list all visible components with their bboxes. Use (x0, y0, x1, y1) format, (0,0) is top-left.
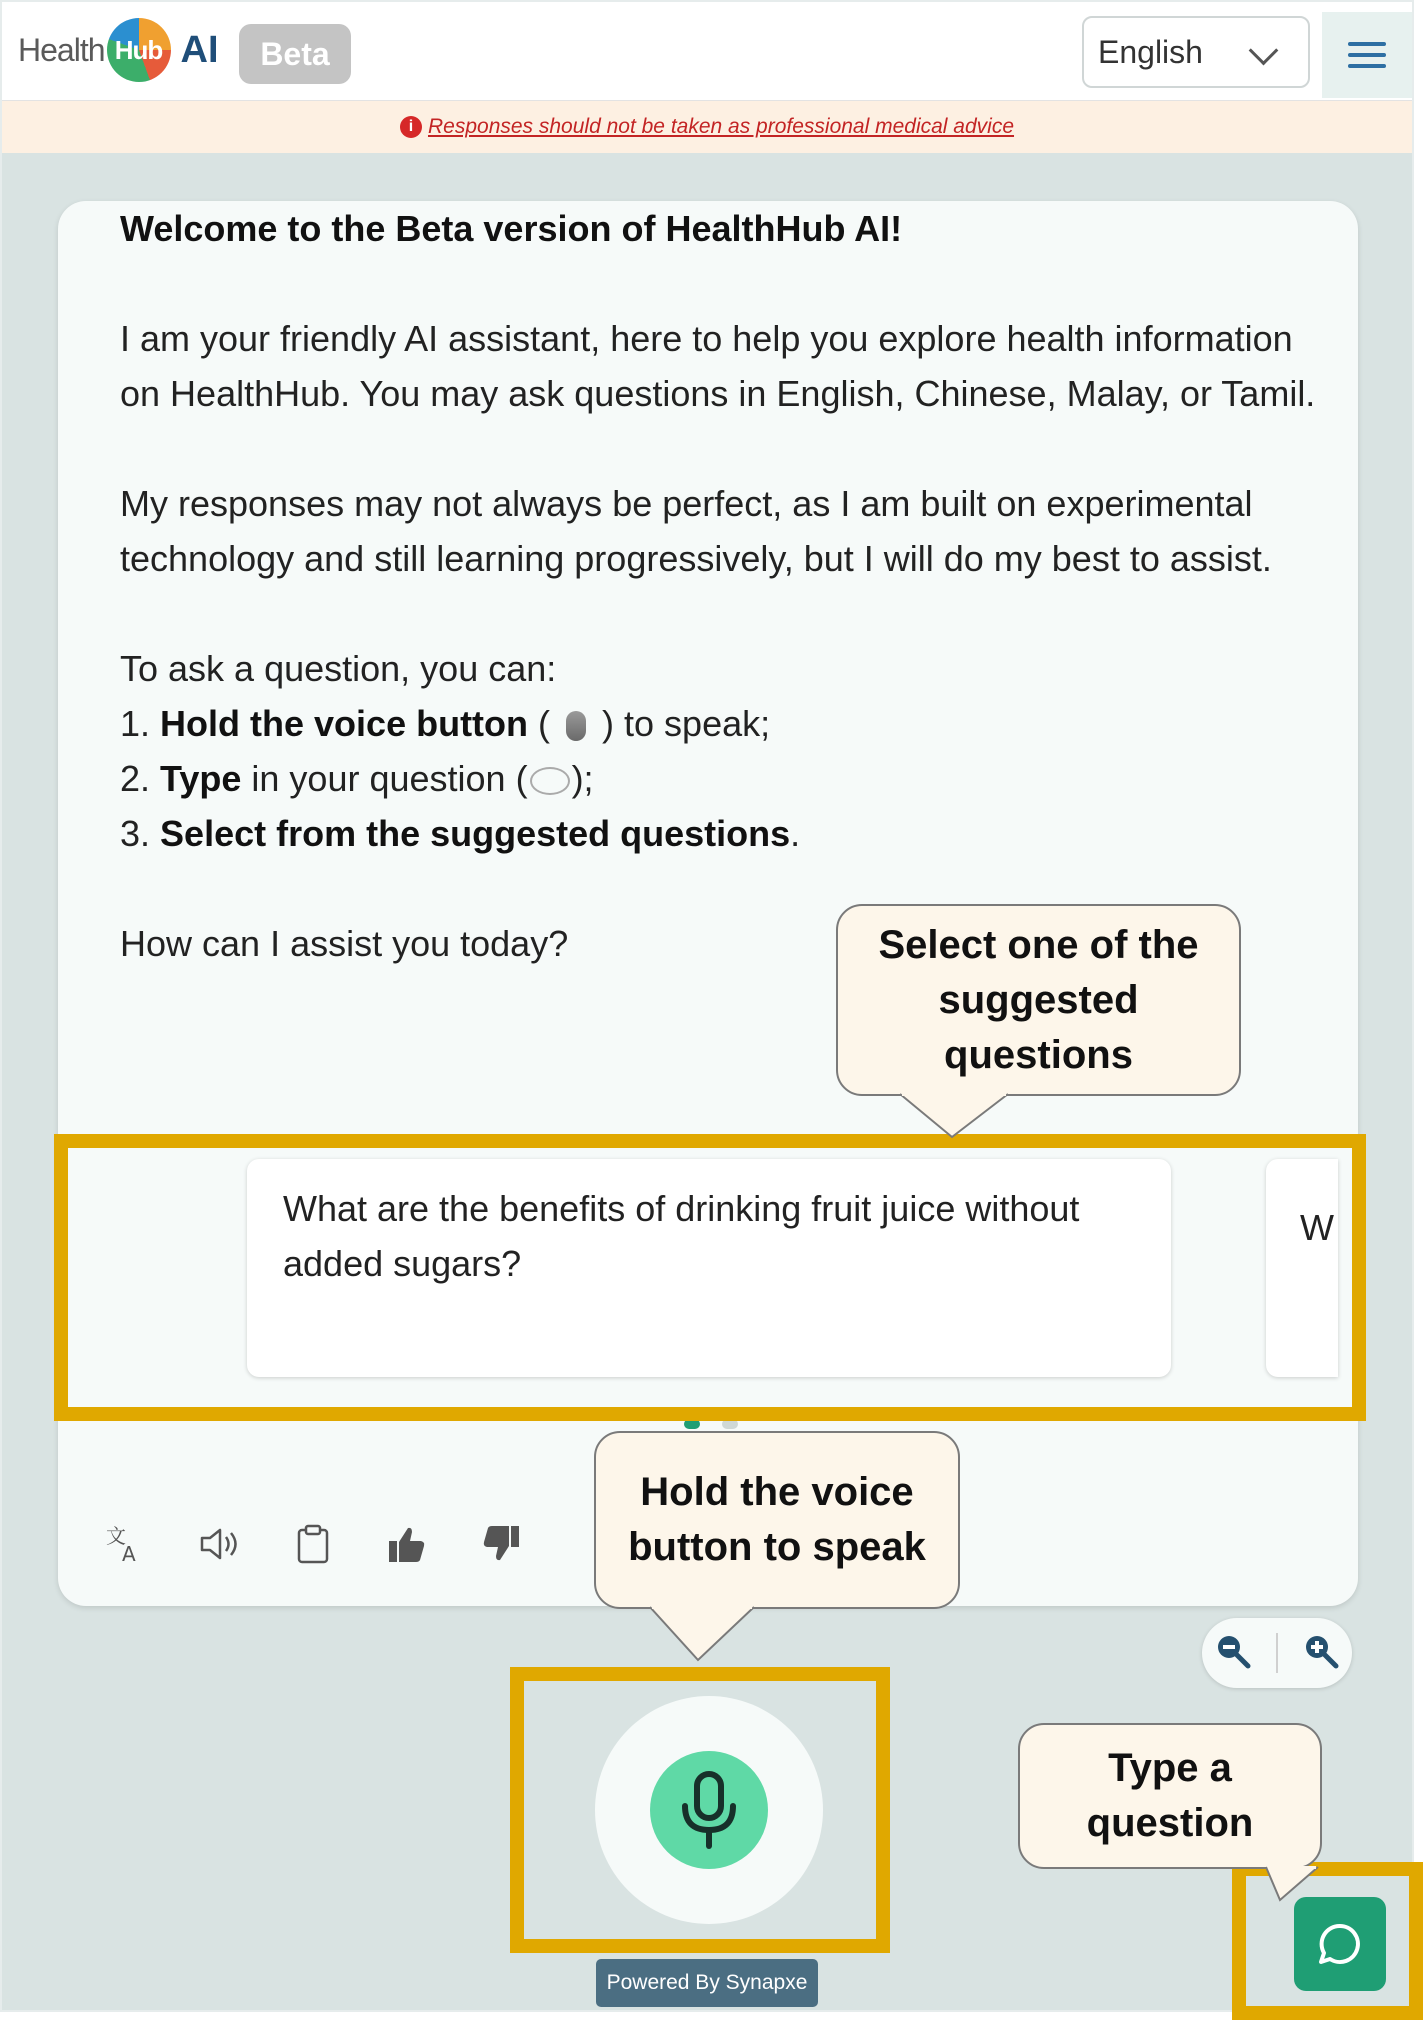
svg-text:A: A (122, 1542, 136, 1565)
logo-ai-text: AI (180, 28, 219, 71)
healthhub-ai-logo[interactable] (18, 18, 219, 82)
disclaimer-banner (2, 101, 1412, 153)
highlight-suggested-questions (54, 1134, 1366, 1421)
callout-tail-type (1266, 1866, 1322, 1902)
suggested-question-card-next[interactable]: W (1266, 1159, 1338, 1377)
message-howto: To ask a question, you can: (120, 648, 557, 689)
menu-button[interactable] (1322, 12, 1412, 98)
assistant-message (120, 201, 1340, 971)
clipboard-icon[interactable] (292, 1522, 334, 1566)
message-step-2: 2. Type in your question ( ); (120, 758, 594, 799)
callout-type-question: Type a question (1018, 1723, 1322, 1869)
highlight-type-button (1232, 1862, 1423, 2020)
mini-microphone-icon (566, 711, 586, 741)
callout-tail-suggested (900, 1093, 1012, 1139)
disclaimer-link[interactable]: Responses should not be taken as professional medical advice (427, 115, 1015, 138)
logo-health-text: Health (18, 31, 105, 68)
message-intro: I am your friendly AI assistant, here to help you explore health information on HealthHub. You may ask questions in English, Chinese, Malay, or Tamil. (120, 318, 1316, 414)
powered-by-badge: Powered By Synapxe (596, 1959, 818, 2007)
thumbs-up-icon[interactable] (386, 1522, 428, 1566)
highlight-voice-button (510, 1667, 890, 1953)
language-select[interactable] (1082, 16, 1310, 88)
callout-suggested-questions: Select one of the suggested questions (836, 904, 1241, 1096)
zoom-out-icon[interactable] (1215, 1633, 1251, 1674)
message-step-1: 1. Hold the voice button ( ) to speak; (120, 703, 771, 744)
chevron-down-icon (1249, 36, 1279, 66)
logo-hub-badge (107, 18, 171, 82)
translate-icon[interactable] (104, 1522, 146, 1566)
logo-hub-text: Hub (114, 34, 163, 65)
svg-text:文: 文 (106, 1524, 126, 1548)
thumbs-down-icon[interactable] (480, 1522, 522, 1566)
callout-voice-button: Hold the voice button to speak (594, 1431, 960, 1609)
speaker-icon[interactable] (198, 1522, 240, 1566)
beta-badge: Beta (239, 24, 351, 84)
hamburger-menu-icon (1348, 42, 1386, 46)
suggested-question-card[interactable]: What are the benefits of drinking fruit juice without added sugars? (247, 1159, 1171, 1377)
message-actions (104, 1511, 522, 1577)
callout-tail-voice (650, 1606, 760, 1662)
mini-chat-bubble-icon (530, 767, 570, 795)
header (2, 2, 1412, 101)
zoom-in-icon[interactable] (1303, 1633, 1339, 1674)
language-select-value: English (1098, 33, 1203, 70)
message-step-3: 3. Select from the suggested questions. (120, 813, 801, 854)
message-title: Welcome to the Beta version of HealthHub AI! (120, 208, 903, 249)
zoom-controls (1202, 1618, 1352, 1688)
info-icon: i (400, 116, 422, 138)
message-note: My responses may not always be perfect, as I am built on experimental technology and still learning progressively, but I will do my best to assist. (120, 483, 1272, 579)
message-closing: How can I assist you today? (120, 923, 569, 964)
